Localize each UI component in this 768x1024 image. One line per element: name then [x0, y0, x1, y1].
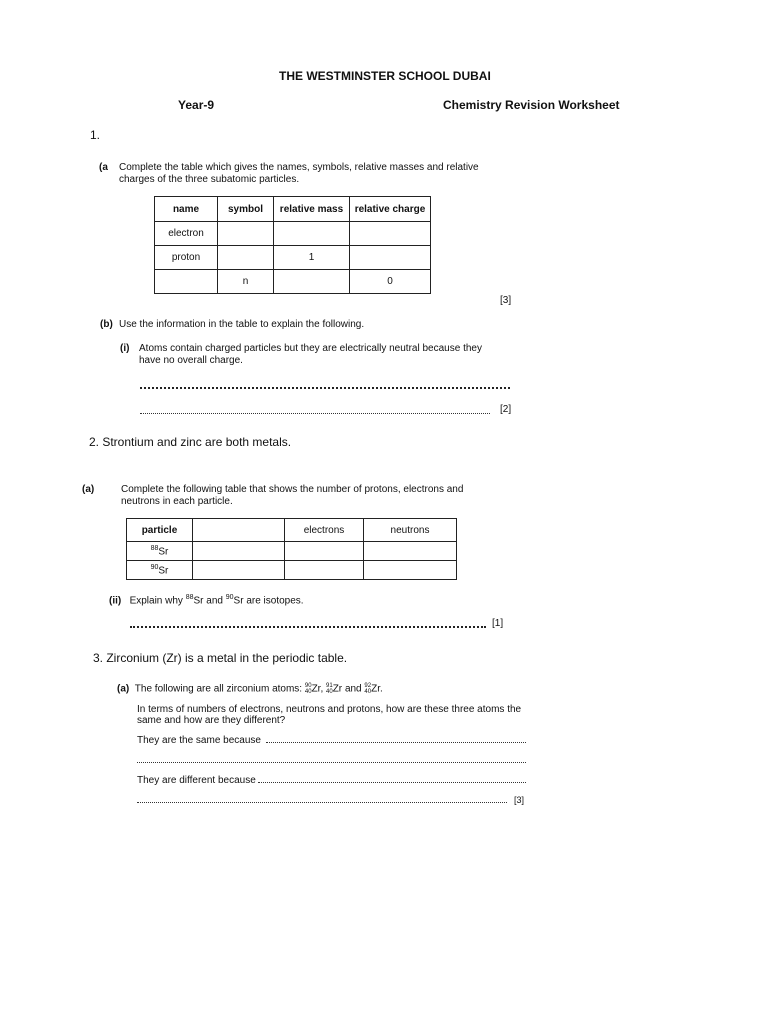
q3-marks: [3]	[514, 795, 525, 805]
mass-number: 90	[150, 563, 159, 571]
q2ii-marks: [1]	[492, 618, 504, 629]
table-cell: electron	[155, 222, 218, 246]
answer-line[interactable]	[140, 413, 490, 414]
q2ii-text: Sr are isotopes.	[233, 595, 304, 607]
same-because-label: They are the same because	[137, 735, 261, 746]
q1-number: 1.	[90, 128, 101, 142]
q3-question-line1: In terms of numbers of electrons, neutrons and protons, how are these three atoms the	[137, 704, 522, 715]
table-cell[interactable]	[364, 542, 457, 561]
isotope-notation	[326, 683, 333, 695]
table-cell: 1	[274, 246, 350, 270]
mass-number: 88	[185, 594, 194, 601]
q1b-label: (b)	[100, 319, 113, 330]
element-symbol: Zr	[311, 683, 321, 695]
table-cell[interactable]	[285, 542, 364, 561]
q1bi-text-line1: Atoms contain charged particles but they are electrically neutral because they	[139, 343, 482, 354]
mass-number: 90	[225, 594, 234, 601]
table-cell: n	[218, 270, 274, 294]
q3a-question	[117, 683, 383, 696]
table-header-row	[155, 197, 431, 222]
q3a-text: The following are all zirconium atoms:	[134, 683, 303, 695]
table-cell[interactable]	[218, 222, 274, 246]
separator: ,	[320, 683, 324, 695]
table-cell[interactable]	[274, 270, 350, 294]
subject-title: Chemistry Revision Worksheet	[443, 98, 620, 112]
table-cell[interactable]	[193, 561, 285, 580]
q2a-text-line1: Complete the following table that shows the number of protons, electrons and	[121, 484, 464, 495]
table-row	[127, 561, 457, 580]
isotope-table	[126, 518, 457, 580]
school-title: THE WESTMINSTER SCHOOL DUBAI	[279, 69, 491, 83]
year-label: Year-9	[178, 98, 215, 112]
table-cell[interactable]	[274, 222, 350, 246]
table-row	[155, 222, 431, 246]
table-row	[127, 542, 457, 561]
q2-title: 2. Strontium and zinc are both metals.	[89, 435, 292, 449]
q1a-text-line2: charges of the three subatomic particles.	[119, 174, 300, 185]
table-row	[155, 270, 431, 294]
answer-line[interactable]	[258, 782, 526, 783]
q2ii-text: Explain why	[129, 595, 183, 607]
table-cell[interactable]	[218, 246, 274, 270]
element-symbol: Sr	[158, 565, 169, 577]
subatomic-table	[154, 196, 431, 294]
q2ii-question	[109, 592, 304, 607]
q3a-label: (a)	[117, 683, 130, 695]
atomic-number: 40	[326, 689, 333, 695]
q1b-marks: [2]	[500, 404, 512, 415]
q2ii-label: (ii)	[109, 595, 122, 607]
table-cell[interactable]	[364, 561, 457, 580]
mass-number: 88	[150, 544, 159, 552]
atomic-number: 40	[364, 689, 372, 695]
mass-number: 91	[326, 683, 333, 689]
separator: .	[379, 683, 383, 695]
mass-number: 92	[364, 683, 372, 689]
header-cell: symbol	[218, 197, 274, 222]
q2ii-text: Sr and	[193, 595, 223, 607]
header-cell: relative mass	[274, 197, 350, 222]
answer-line[interactable]	[130, 626, 486, 628]
q1a-text-line1: Complete the table which gives the names, symbols, relative masses and relative	[119, 162, 479, 173]
different-because-label: They are different because	[137, 775, 256, 786]
particle-cell	[127, 561, 193, 580]
header-cell: electrons	[285, 519, 364, 542]
atomic-number: 40	[304, 689, 312, 695]
table-cell[interactable]	[285, 561, 364, 580]
header-cell: relative charge	[350, 197, 431, 222]
table-row	[155, 246, 431, 270]
header-cell: particle	[127, 519, 193, 542]
q1a-label: (a	[99, 162, 108, 173]
table-cell[interactable]	[350, 246, 431, 270]
table-cell[interactable]	[193, 542, 285, 561]
table-cell: 0	[350, 270, 431, 294]
q3-question-line2: same and how are they different?	[137, 715, 286, 726]
q2a-text-line2: neutrons in each particle.	[121, 496, 233, 507]
isotope-notation	[305, 683, 312, 695]
table-header-row	[127, 519, 457, 542]
q1bi-label: (i)	[120, 343, 130, 354]
q1bi-text-line2: have no overall charge.	[139, 355, 243, 366]
answer-line[interactable]	[140, 387, 510, 389]
header-cell: neutrons	[364, 519, 457, 542]
answer-line[interactable]	[137, 762, 526, 763]
element-symbol: Zr	[371, 683, 380, 695]
q1a-marks: [3]	[500, 295, 512, 306]
q1b-text: Use the information in the table to explain the following.	[119, 319, 365, 330]
q3-title: 3. Zirconium (Zr) is a metal in the periodic table.	[93, 651, 348, 665]
mass-number: 90	[304, 683, 312, 689]
answer-line[interactable]	[137, 802, 507, 803]
element-symbol: Sr	[158, 546, 169, 558]
table-cell[interactable]	[155, 270, 218, 294]
header-cell: name	[155, 197, 218, 222]
element-symbol: Zr	[332, 683, 343, 695]
table-cell: proton	[155, 246, 218, 270]
header-cell	[193, 519, 285, 542]
particle-cell	[127, 542, 193, 561]
answer-line[interactable]	[266, 742, 526, 743]
q2a-label: (a)	[82, 484, 95, 495]
table-cell[interactable]	[350, 222, 431, 246]
separator: and	[344, 683, 362, 695]
